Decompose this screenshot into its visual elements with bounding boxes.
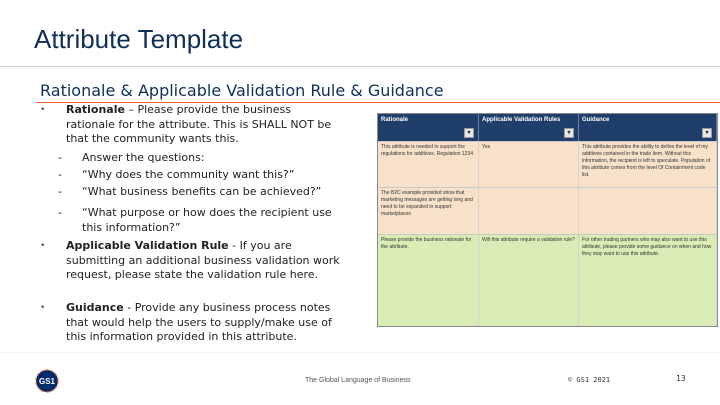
- bullet-text: [66, 103, 340, 147]
- header-label: Guidance: [582, 117, 610, 123]
- bullet-glyph: •: [40, 241, 46, 251]
- bullet-text: [66, 239, 340, 283]
- dash-glyph: -: [58, 151, 62, 164]
- sheet-row: [378, 141, 717, 187]
- rationale-label: Rationale: [66, 103, 125, 116]
- sheet-cell[interactable]: This attribute is needed to support the regulations for additives, Regulation 1234: [378, 142, 479, 187]
- sheet-cell[interactable]: [479, 188, 579, 234]
- sheet-row: [378, 187, 717, 234]
- sub-bullet-text: “Why does the community want this?”: [82, 168, 295, 181]
- footer-tagline: The Global Language of Business: [305, 377, 411, 384]
- sheet-cell[interactable]: The B2C example provided show that marketing messages are getting long and need to be expanded in support marketplaces: [378, 188, 479, 234]
- gs1-logo: [34, 366, 64, 396]
- section-subtitle: Rationale & Applicable Validation Rule & Guidance: [40, 81, 444, 100]
- sheet-header-validation[interactable]: [479, 114, 579, 141]
- slide-title: Attribute Template: [34, 24, 244, 54]
- sheet-cell[interactable]: Will this attribute require a validation rule?: [479, 235, 579, 326]
- footer-copyright: © GS1 2021: [568, 376, 611, 384]
- logo-text: GS1: [38, 377, 56, 386]
- header-label: Rationale: [381, 117, 409, 123]
- dash-glyph: -: [58, 206, 62, 219]
- bullet-glyph: •: [40, 105, 46, 115]
- sheet-cell[interactable]: Please provide the business rationale for the attribute.: [378, 235, 479, 326]
- filter-dropdown-icon[interactable]: ▾: [702, 128, 712, 138]
- sheet-cell[interactable]: [579, 188, 717, 234]
- guidance-label: Guidance: [66, 301, 124, 314]
- filter-dropdown-icon[interactable]: ▾: [564, 128, 574, 138]
- sub-bullet-text: Answer the questions:: [82, 151, 205, 164]
- footer-divider: [0, 352, 720, 353]
- title-divider: [0, 66, 720, 67]
- bullet-glyph: •: [40, 303, 46, 313]
- validation-text: - If you are submitting an additional business validation work request, please state the validation rule here.: [66, 239, 340, 281]
- filter-dropdown-icon[interactable]: ▾: [464, 128, 474, 138]
- rationale-text: – Please provide the business rationale for the attribute. This is SHALL NOT be that the community wants this.: [66, 103, 332, 145]
- sheet-cell[interactable]: This attribute provides the ability to define the level of my additives contained in the trade item. Without this information, the recipient is left to speculate. Population of this attribute comes from the level Of Containment code list.: [579, 142, 717, 187]
- sheet-header-row: [378, 114, 717, 141]
- bullet-text: [66, 301, 340, 345]
- validation-label: Applicable Validation Rule: [66, 239, 229, 252]
- sheet-row: [378, 234, 717, 326]
- page-number: 13: [676, 374, 686, 383]
- dash-glyph: -: [58, 185, 62, 198]
- gs1-logo-icon: [34, 366, 64, 396]
- dash-glyph: -: [58, 168, 62, 181]
- sheet-header-rationale[interactable]: [378, 114, 479, 141]
- header-label: Applicable Validation Rules: [482, 117, 561, 123]
- sheet-cell[interactable]: Yes: [479, 142, 579, 187]
- sheet-cell[interactable]: For other trading partners who may also want to use this attribute, please provide some guidance on when and how they may want to use this attribute.: [579, 235, 717, 326]
- spreadsheet-image: [377, 113, 718, 327]
- sub-bullet-text: “What business benefits can be achieved?”: [82, 185, 322, 198]
- guidance-text: - Provide any business process notes that would help the users to supply/make use of this information provided in this attribute.: [66, 301, 332, 343]
- sheet-header-guidance[interactable]: [579, 114, 717, 141]
- sub-bullet-text: “What purpose or how does the recipient use this information?”: [82, 206, 332, 234]
